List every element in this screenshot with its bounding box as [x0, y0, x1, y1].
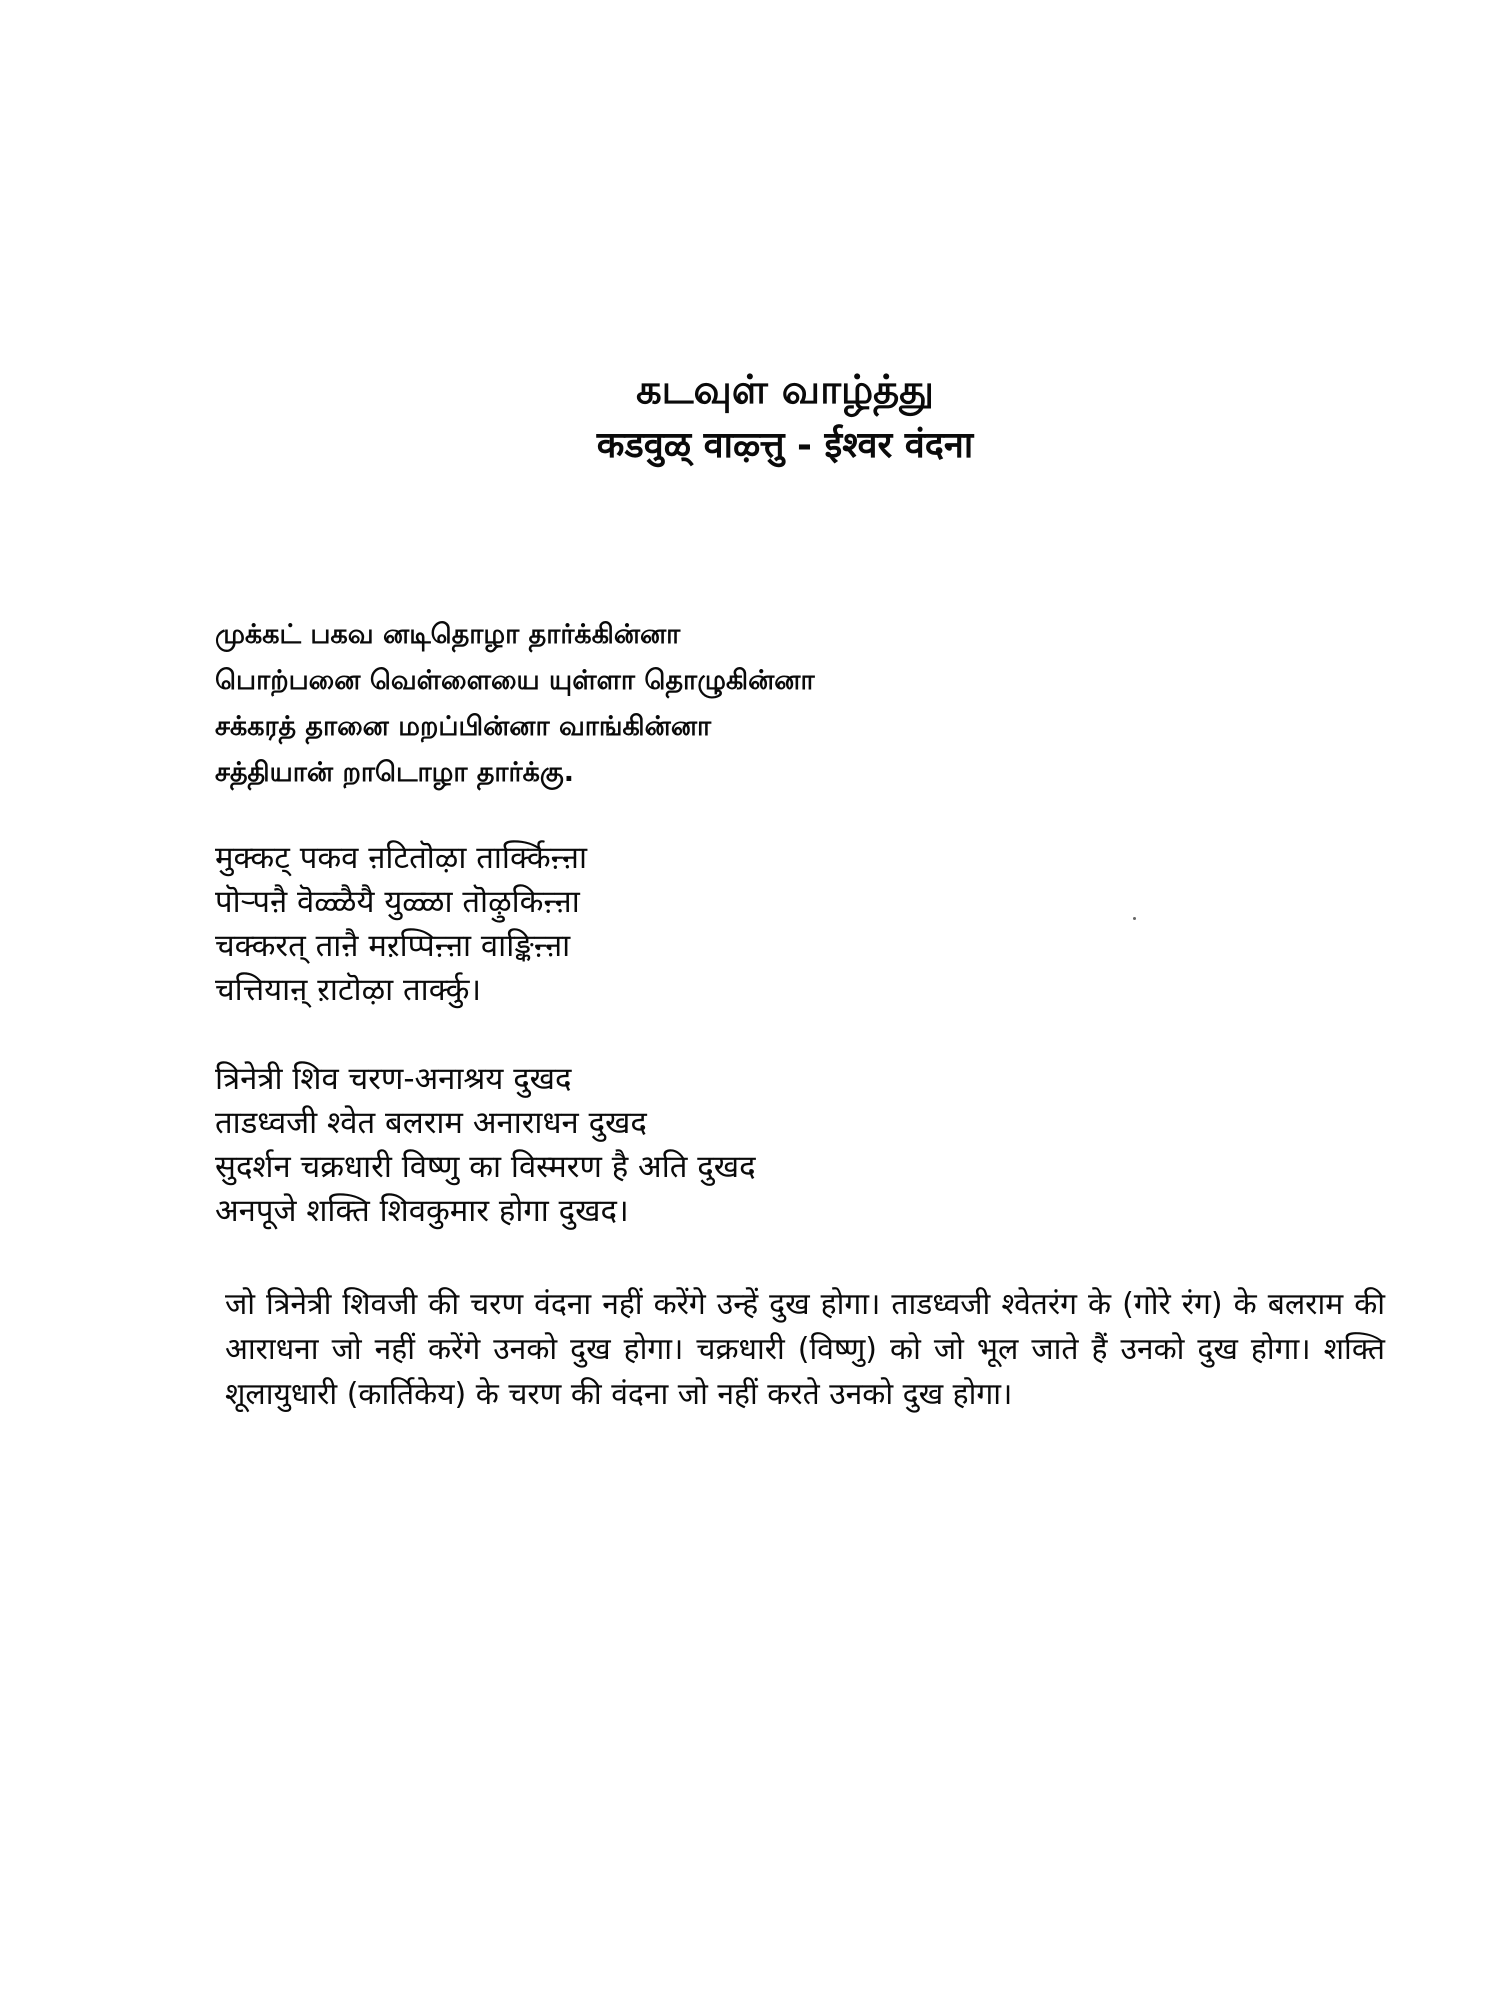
verse-line: சத்தியான் றாடொழா தார்க்கு.	[215, 757, 574, 788]
title-block	[0, 362, 1500, 474]
verse-line: मुक्कट् पकव ऩटितॊऴा तार्क्किऩ्ऩा	[215, 840, 587, 876]
verse-line: सुदर्शन चक्रधारी विष्णु का विस्मरण है अति दुखद	[215, 1149, 756, 1185]
verse-line: பொற்பனை வெள்ளையை யுள்ளா தொழுகின்னா	[215, 665, 815, 696]
stanza-hindi	[215, 1057, 756, 1233]
verse-line: पॊऱ्पऩै वॆळ्ळैयै युळ्ळा तॊऴुकिऩ्ऩा	[215, 884, 580, 920]
page-title-tamil: கடவுள் வாழ்த்து	[636, 367, 934, 413]
verse-line: चत्तियाऩ् ऱाटॊऴा तार्क्कु।	[215, 972, 482, 1008]
verse-line: अनपूजे शक्ति शिवकुमार होगा दुखद।	[215, 1193, 629, 1229]
stanza-tamil	[215, 612, 815, 796]
page-title-devanagari: कडवुळ् वाऴ्त्तु - ईश्वर वंदना	[596, 425, 974, 466]
verse-line: ताडध्वजी श्वेत बलराम अनाराधन दुखद	[215, 1105, 647, 1141]
scan-speck	[1133, 917, 1136, 920]
explanation-paragraph: जो त्रिनेत्री शिवजी की चरण वंदना नहीं करेंगे उन्हें दुख होगा। ताडध्वजी श्वेतरंग के (गोरे रंग) के बलराम की आराधना जो नहीं करेंगे उनको दुख होगा। चक्रधारी (विष्णु) को जो भूल जाते हैं उनको दुख होगा। शक्ति शूलायुधारी (कार्तिकेय) के चरण की वंदना जो नहीं करते उनको दुख होगा।	[225, 1287, 1385, 1412]
verse-line: முக்கட் பகவ னடிதொழா தார்க்கின்னா	[215, 619, 681, 650]
verse-line: त्रिनेत्री शिव चरण-अनाश्रय दुखद	[215, 1061, 572, 1097]
stanza-transliteration	[215, 836, 587, 1012]
verse-line: சக்கரத் தானை மறப்பின்னா வாங்கின்னா	[215, 711, 712, 742]
verse-line: चक्करत् ताऩै मऱप्पिऩ्ऩा वाङ्किऩ्ऩा	[215, 928, 571, 964]
